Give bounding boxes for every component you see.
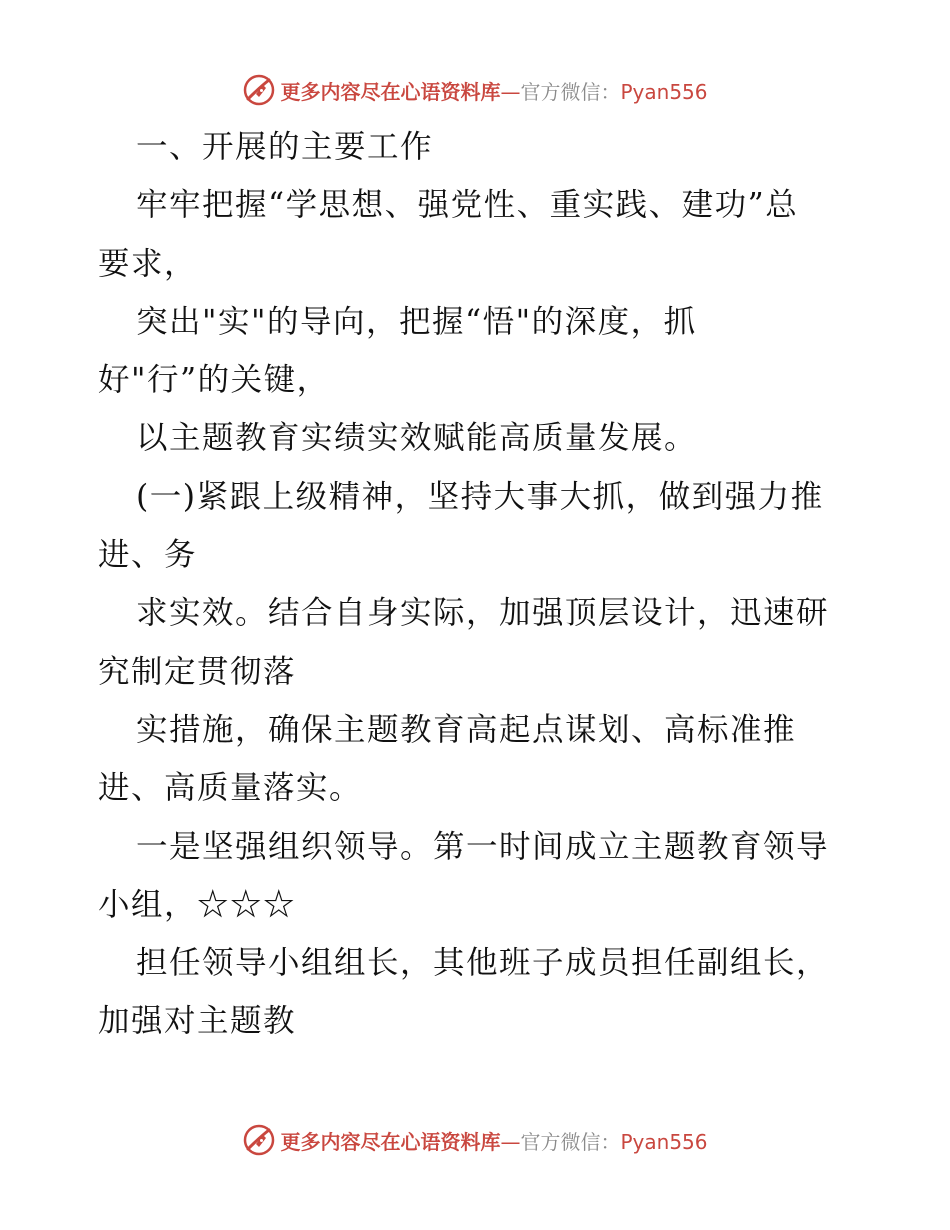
paragraph-line: 一是坚强组织领导。第一时间成立主题教育领导 — [136, 828, 830, 865]
watermark-text — [280, 1126, 707, 1155]
paragraph-line: 牢牢把握“学思想、强党性、重实践、建功”总 — [136, 187, 799, 224]
section-heading: 一、开展的主要工作 — [136, 129, 434, 165]
paragraph-line: 小组，☆☆☆ — [98, 886, 297, 923]
watermark-label: 官方微信： — [520, 1129, 621, 1154]
watermark-main-text: 更多内容尽在心语资料库 — [280, 79, 501, 104]
watermark-handle: Pyan556 — [620, 79, 708, 104]
paragraph-line: 好"行”的关键， — [98, 362, 330, 399]
watermark-separator: — — [500, 79, 521, 104]
document-body — [98, 118, 858, 1051]
paragraph-line: 求实效。结合自身实际，加强顶层设计，迅速研 — [136, 595, 830, 632]
paragraph-line: 加强对主题教 — [98, 1003, 297, 1040]
paragraph-line: 突出"实"的导向，把握“悟"的深度，抓 — [136, 303, 697, 340]
watermark-handle: Pyan556 — [620, 1129, 708, 1154]
watermark-separator: — — [500, 1129, 521, 1154]
paragraph-line: 实措施，确保主题教育高起点谋划、高标准推 — [136, 711, 797, 748]
watermark-main-text: 更多内容尽在心语资料库 — [280, 1129, 501, 1154]
subsection-heading: (一)紧跟上级精神，坚持大事大抓，做到强力推 — [136, 478, 824, 515]
pen-nib-logo-icon — [242, 73, 276, 107]
watermark-group — [242, 1123, 707, 1157]
pen-nib-logo-icon — [242, 1123, 276, 1157]
watermark-label: 官方微信： — [520, 79, 621, 104]
paragraph-line: 要求， — [98, 245, 198, 282]
paragraph-line: 担任领导小组组长，其他班子成员担任副组长， — [136, 945, 830, 982]
footer-watermark — [0, 1122, 950, 1158]
paragraph-line: 以主题教育实绩实效赋能高质量发展。 — [136, 420, 698, 457]
watermark-group — [242, 73, 707, 107]
paragraph-line: 进、务 — [98, 537, 198, 574]
paragraph-line: 进、高质量落实。 — [98, 770, 363, 807]
watermark-text — [280, 76, 707, 105]
paragraph-line: 究制定贯彻落 — [98, 653, 297, 690]
header-watermark — [0, 72, 950, 108]
